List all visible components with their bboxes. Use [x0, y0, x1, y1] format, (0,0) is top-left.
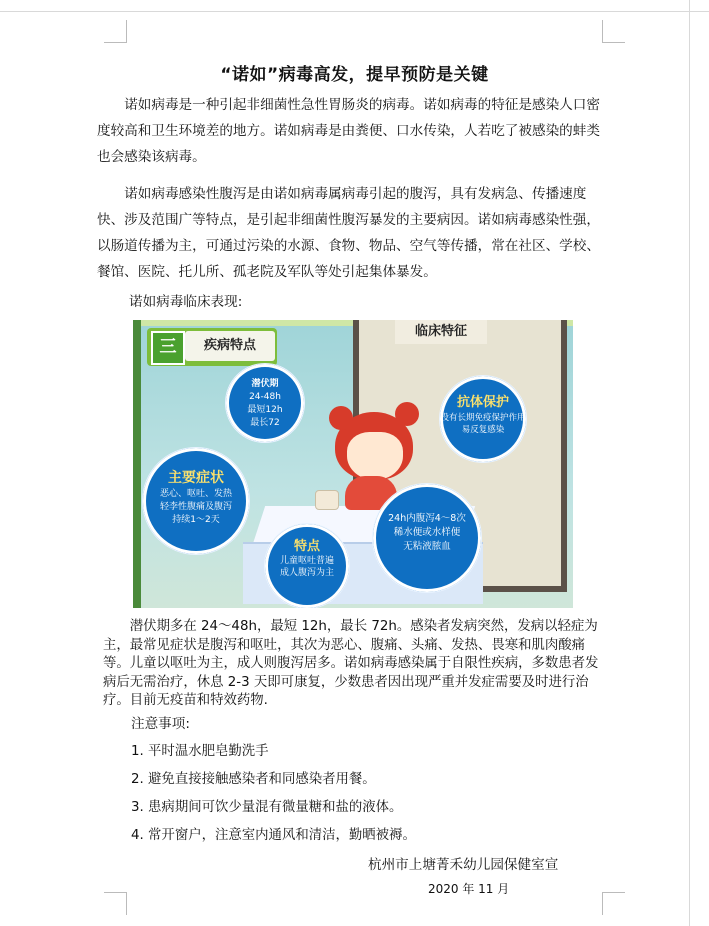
- note-item: 4. 常开窗户，注意室内通风和清洁，勤晒被褥。: [131, 828, 416, 843]
- tissue-roll-icon: [315, 490, 339, 510]
- features-line-1: 儿童呕吐普遍: [279, 556, 334, 566]
- symptoms-circle: [143, 448, 249, 554]
- antibody-circle: [440, 376, 526, 462]
- antibody-line-2: 易反复感染: [461, 425, 505, 435]
- diarrhea-circle: [373, 484, 481, 592]
- clinical-infographic: [133, 320, 573, 608]
- symptoms-line-1: 恶心、呕吐、发热: [159, 489, 232, 499]
- margin-corner-top-left: [104, 20, 127, 43]
- diarrhea-line-3: 无粘液脓血: [403, 541, 451, 552]
- margin-corner-top-right: [602, 20, 625, 43]
- footer-date: 2020 年 11 月: [428, 882, 510, 896]
- incubation-title: 潜伏期: [251, 379, 279, 389]
- footer-organization: 杭州市上塘菁禾幼儿园保健室宣: [368, 857, 559, 873]
- symptoms-title: 主要症状: [168, 470, 224, 486]
- paragraph-intro: 诺如病毒是一种引起非细菌性急性胃肠炎的病毒。诺如病毒的特征是感染人口密度较高和卫生环境差的地方。诺如病毒是由粪便、口水传染，人若吃了被感染的蚌类也会感染该病毒。: [97, 97, 600, 165]
- note-item: 1. 平时温水肥皂勤洗手: [131, 744, 269, 759]
- margin-corner-bottom-right: [602, 892, 625, 915]
- antibody-line-1: 没有长期免疫保护作用: [440, 413, 526, 423]
- symptoms-line-3: 持续1～2天: [172, 515, 220, 525]
- section-heading: 疾病特点: [185, 331, 275, 361]
- paragraph-description: 潜伏期多在 24～48h，最短 12h，最长 72h。感染者发病突然，发病以轻症为主，最常见症状是腹泻和呕吐，其次为恶心、腹痛、头痛、发热、畏寒和肌肉酸痛等。儿童以呕吐为主，成人则腹泻居多。诺如病毒感染属于自限性疾病，多数患者发病后无需治疗，休息 2-3 天即可康复，少数患者因出现严重并发症需要及时进行治疗。目前无疫苗和特效药物.: [103, 619, 599, 709]
- features-circle: [265, 524, 349, 608]
- paragraph-transmission: 诺如病毒感染性腹泻是由诺如病毒属病毒引起的腹泻，具有发病急、传播速度快、涉及范围广等特点，是引起非细菌性腹泻暴发的主要病因。诺如病毒感染性强，以肠道传播为主，可通过污染的水源、食物、物品、空气等传播，常在社区、学校、餐馆、医院、托儿所、孤老院及军队等处引起集体暴发。: [97, 186, 600, 280]
- incubation-range: 24-48h: [249, 392, 281, 402]
- infographic-left-band: [133, 320, 141, 608]
- features-line-2: 成人腹泻为主: [279, 568, 334, 578]
- page-right-rule: [689, 0, 690, 926]
- incubation-max: 最长72: [250, 418, 280, 428]
- girl-hair-bun-right: [395, 402, 419, 426]
- diarrhea-line-2: 稀水便或水样便: [393, 527, 461, 538]
- incubation-min: 最短12h: [247, 405, 283, 415]
- page-top-rule: [0, 11, 709, 12]
- antibody-title: 抗体保护: [456, 395, 509, 410]
- features-title: 特点: [293, 539, 320, 554]
- document-title: “诺如”病毒高发，提早预防是关键: [220, 65, 489, 85]
- clinical-label: 诺如病毒临床表现:: [129, 294, 243, 310]
- note-item: 2. 避免直接接触感染者和同感染者用餐。: [131, 772, 376, 787]
- note-item: 3. 患病期间可饮少量混有微量糖和盐的液体。: [131, 800, 403, 815]
- section-number: 三: [151, 331, 185, 365]
- girl-illustration-face: [347, 432, 403, 480]
- girl-hair-bun-left: [329, 406, 353, 430]
- incubation-circle: [226, 364, 304, 442]
- margin-corner-bottom-left: [104, 892, 127, 915]
- board-title: 临床特征: [395, 320, 487, 344]
- symptoms-line-2: 轻李性腹痛及腹泻: [159, 502, 232, 512]
- diarrhea-line-1: 24h内腹泻4～8次: [388, 513, 466, 524]
- notes-title: 注意事项:: [131, 716, 190, 732]
